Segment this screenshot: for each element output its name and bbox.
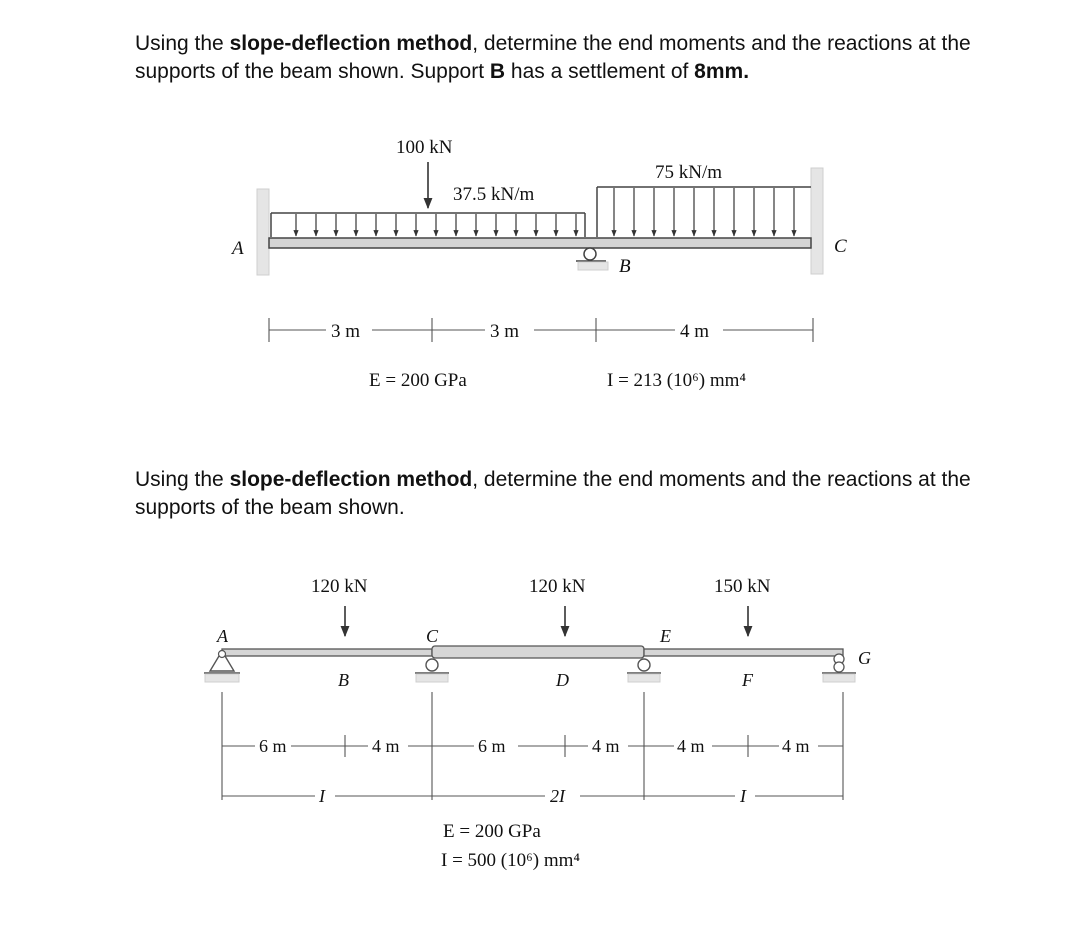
beam1	[269, 238, 811, 248]
label-dim-cd: 6 m	[478, 736, 506, 756]
label-span-ab-2: 3 m	[490, 321, 520, 342]
beam2-segment-ce-2i	[432, 646, 644, 658]
p1-text-2: , determine the end moments and the reactions at the supports of the beam shown. Support	[135, 32, 971, 83]
beam2-segment-eg	[644, 649, 843, 656]
label-f: F	[742, 670, 753, 690]
fixed-support-a	[257, 189, 269, 275]
label-g: G	[858, 648, 871, 668]
label-b: B	[338, 670, 349, 690]
label-span-ab-1: 3 m	[331, 321, 361, 342]
udl-75	[597, 187, 811, 237]
roller-support-g	[822, 654, 856, 682]
label-load-d: 120 kN	[529, 576, 586, 597]
label-moment-of-inertia: I = 213 (10⁶) mm⁴	[607, 370, 747, 391]
roller-support-c	[415, 659, 449, 682]
label-load-b: 120 kN	[311, 576, 368, 597]
label-moment-of-inertia-2: I = 500 (10⁶) mm⁴	[441, 850, 581, 871]
label-c: C	[834, 236, 847, 257]
label-e-modulus: E = 200 GPa	[369, 370, 467, 391]
label-load-f: 150 kN	[714, 576, 771, 597]
beam2-dimension-row1	[222, 692, 843, 800]
label-e-modulus-2: E = 200 GPa	[443, 821, 541, 842]
beam1-diagram	[230, 137, 847, 391]
label-span-bc: 4 m	[680, 321, 710, 342]
label-100kn: 100 kN	[396, 137, 453, 158]
p1-bold-support: B	[489, 60, 506, 83]
label-inertia-ac: I	[319, 786, 325, 806]
roller-support-e	[627, 659, 661, 682]
label-udl-75: 75 kN/m	[655, 162, 723, 183]
label-udl-37-5: 37.5 kN/m	[453, 184, 535, 205]
p1-text-1: Using the	[135, 32, 230, 55]
label-a: A	[232, 238, 244, 259]
label-c: C	[426, 626, 439, 646]
label-inertia-eg: I	[740, 786, 746, 806]
p1-bold-settlement: 8mm.	[694, 60, 750, 83]
label-b: B	[619, 256, 631, 277]
label-dim-fg: 4 m	[782, 736, 810, 756]
p2-text-1: Using the	[135, 468, 230, 491]
p2-bold-method: slope-deflection method	[229, 468, 473, 491]
label-d: D	[556, 670, 569, 690]
p2-text-2: , determine the end moments and the reactions at the supports of the beam shown.	[135, 468, 971, 519]
label-a: A	[217, 626, 228, 646]
udl-37-5	[271, 213, 585, 237]
label-dim-bc: 4 m	[372, 736, 400, 756]
label-inertia-ce: 2I	[550, 786, 565, 806]
label-dim-de: 4 m	[592, 736, 620, 756]
label-dim-ef: 4 m	[677, 736, 705, 756]
p1-text-3: has a settlement of	[505, 60, 695, 83]
p1-bold-method: slope-deflection method	[229, 32, 473, 55]
label-dim-ab: 6 m	[259, 736, 287, 756]
label-e: E	[660, 626, 671, 646]
beam2-segment-ac	[222, 649, 432, 656]
roller-support-b	[576, 248, 608, 270]
fixed-support-c	[811, 168, 823, 274]
beam2-diagram	[204, 576, 871, 871]
